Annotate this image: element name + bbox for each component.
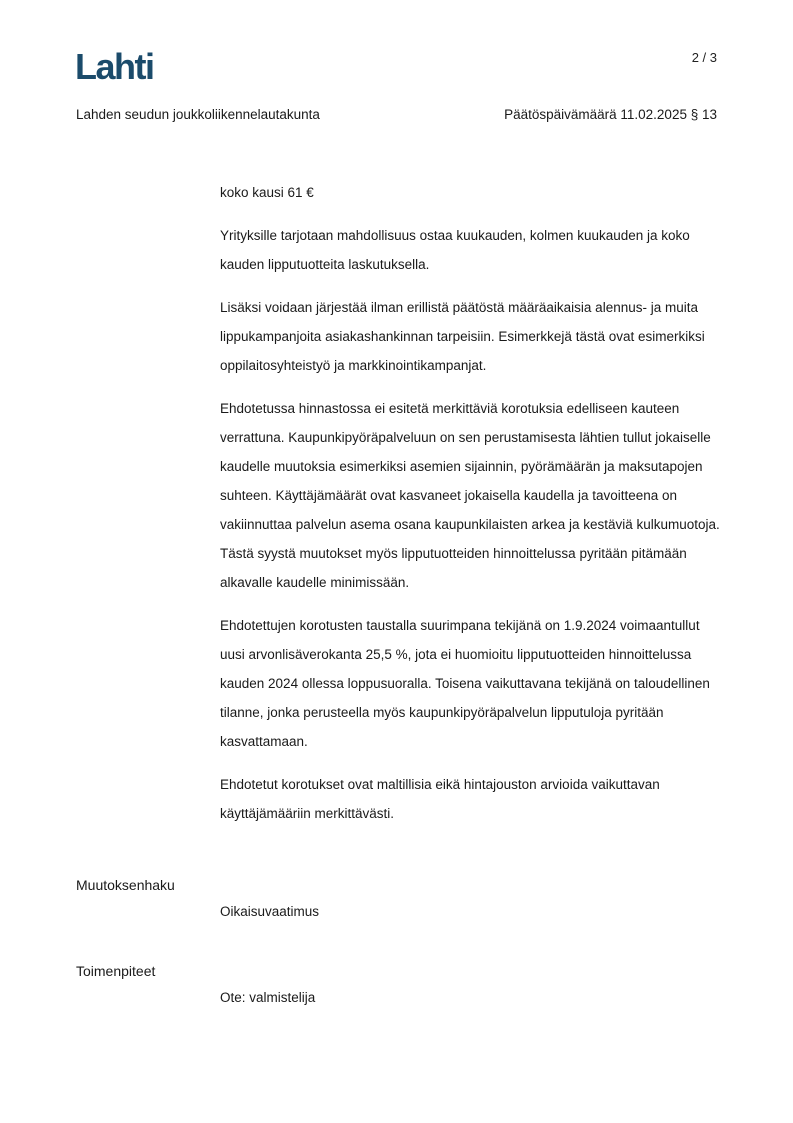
logo-text: Lahti (75, 48, 154, 82)
actions-content: Ote: valmistelija (220, 990, 316, 1005)
appeal-content: Oikaisuvaatimus (220, 904, 320, 919)
page-number: 2 / 3 (691, 50, 717, 65)
actions-heading: Toimenpiteet (76, 963, 156, 979)
document-body (220, 178, 725, 842)
paragraph-campaigns: Lisäksi voidaan järjestää ilman erillistä päätöstä määräaikaisia alennus- ja muita lippukampanjoita asiakashankinnan tarpeisiin. Esimerkkejä tästä ovat esimerkiksi oppilaitosyhteistyö ja markkinointikampanjat. (220, 300, 705, 373)
decision-date: Päätöspäivämäärä 11.02.2025 § 13 (504, 107, 717, 122)
appeal-heading: Muutoksenhaku (76, 877, 175, 893)
paragraph-conclusion: Ehdotetut korotukset ovat maltillisia eikä hintajouston arvioida vaikuttavan käyttäjämääriin merkittävästi. (220, 777, 660, 821)
paragraph-business-tickets: Yrityksille tarjotaan mahdollisuus ostaa kuukauden, kolmen kuukauden ja koko kauden lipputuotteita laskutuksella. (220, 228, 690, 272)
paragraph-price: koko kausi 61 € (220, 185, 314, 200)
lahti-logo (75, 48, 167, 82)
paragraph-pricing-changes: Ehdotetussa hinnastossa ei esitetä merkittäviä korotuksia edelliseen kauteen verrattuna. Kaupunkipyöräpalveluun on sen perustamisesta lähtien tullut jokaiselle kaudelle muutoksia esimerkiksi asemien sijainnin, pyörämäärän ja maksutapojen suhteen. Käyttäjämäärät ovat kasvaneet jokaisella kaudella ja tavoitteena on vakiinnuttaa palvelun asema osana kaupunkilaisten arkea ja kestäviä kulkumuotoja. Tästä syystä muutokset myös lipputuotteiden hinnoittelussa pyritään pitämään alkavalle kaudelle minimissään. (220, 401, 720, 590)
paragraph-vat-reasons: Ehdotettujen korotusten taustalla suurimpana tekijänä on 1.9.2024 voimaantullut uusi arvonlisäverokanta 25,5 %, jota ei huomioitu lipputuotteiden hinnoittelussa kauden 2024 ollessa loppusuoralla. Toisena vaikuttavana tekijänä on taloudellinen tilanne, jonka perusteella myös kaupunkipyöräpalvelun lipputuloja pyritään kasvattamaan. (220, 618, 710, 749)
organization-name: Lahden seudun joukkoliikennelautakunta (76, 107, 320, 122)
